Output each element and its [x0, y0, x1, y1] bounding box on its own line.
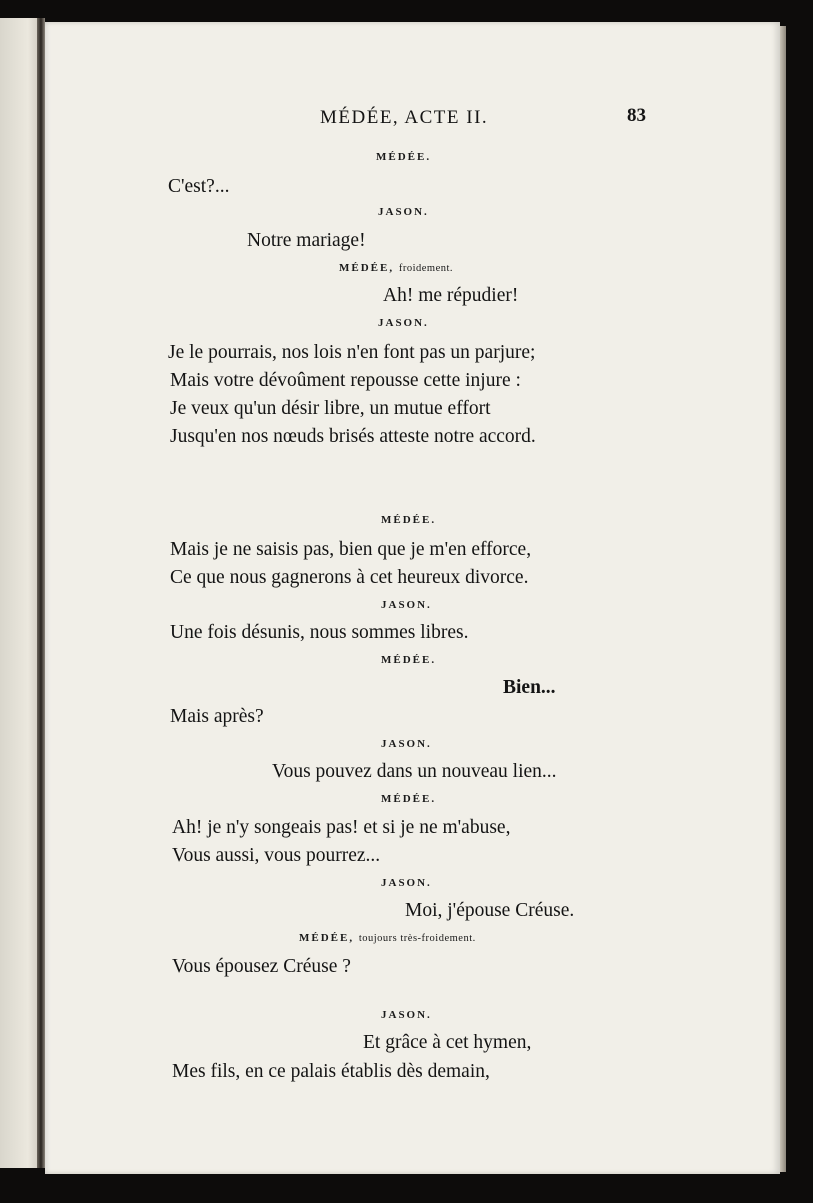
verse-line: Vous épousez Créuse ? [172, 956, 351, 977]
stage-direction: froidement. [398, 263, 454, 274]
speaker-heading: MÉDÉE. [376, 151, 432, 163]
verse-line: Mais votre dévoûment repousse cette injure : [170, 370, 521, 391]
verse-line: Je veux qu'un désir libre, un mutue effort [170, 398, 491, 419]
verse-line: Jusqu'en nos nœuds brisés atteste notre accord. [170, 426, 536, 447]
previous-page-edge [0, 18, 40, 1168]
speaker-heading: JASON. [378, 206, 429, 218]
stage-direction: toujours très-froidement. [358, 933, 476, 944]
speaker-heading: JASON. [378, 317, 429, 329]
speaker-heading: MÉDÉE. [381, 514, 437, 526]
speaker-heading: JASON. [381, 877, 432, 889]
verse-line: Bien... [503, 677, 556, 698]
speaker-name: MÉDÉE, [339, 262, 395, 274]
verse-line: Je le pourrais, nos lois n'en font pas un parjure; [168, 342, 536, 363]
speaker-heading: MÉDÉE. [381, 793, 437, 805]
speaker-name: MÉDÉE, [299, 932, 355, 944]
verse-line: Ce que nous gagnerons à cet heureux divorce. [170, 567, 529, 588]
verse-line: Vous aussi, vous pourrez... [172, 845, 381, 866]
speaker-heading: JASON. [381, 738, 432, 750]
speaker-heading: JASON. [381, 599, 432, 611]
verse-line: Vous pouvez dans un nouveau lien... [272, 761, 557, 782]
book-page [45, 22, 780, 1174]
verse-line: Ah! me répudier! [383, 285, 519, 306]
book-gutter [37, 18, 45, 1168]
verse-line: C'est?... [168, 176, 230, 197]
verse-line: Une fois désunis, nous sommes libres. [170, 622, 469, 643]
verse-line: Mes fils, en ce palais établis dès demain, [172, 1061, 490, 1082]
speaker-heading [339, 263, 453, 275]
page-stack-edge [780, 26, 786, 1172]
verse-line: Moi, j'épouse Créuse. [405, 900, 575, 921]
verse-line: Mais je ne saisis pas, bien que je m'en efforce, [170, 539, 532, 560]
speaker-heading [299, 933, 476, 945]
speaker-heading: JASON. [381, 1009, 432, 1021]
verse-line: Notre mariage! [247, 230, 366, 251]
page-number: 83 [627, 105, 646, 126]
running-header: MÉDÉE, ACTE II. [320, 107, 489, 128]
verse-line: Ah! je n'y songeais pas! et si je ne m'abuse, [172, 817, 511, 838]
speaker-heading: MÉDÉE. [381, 654, 437, 666]
verse-line: Et grâce à cet hymen, [363, 1032, 532, 1053]
verse-line: Mais après? [170, 706, 264, 727]
